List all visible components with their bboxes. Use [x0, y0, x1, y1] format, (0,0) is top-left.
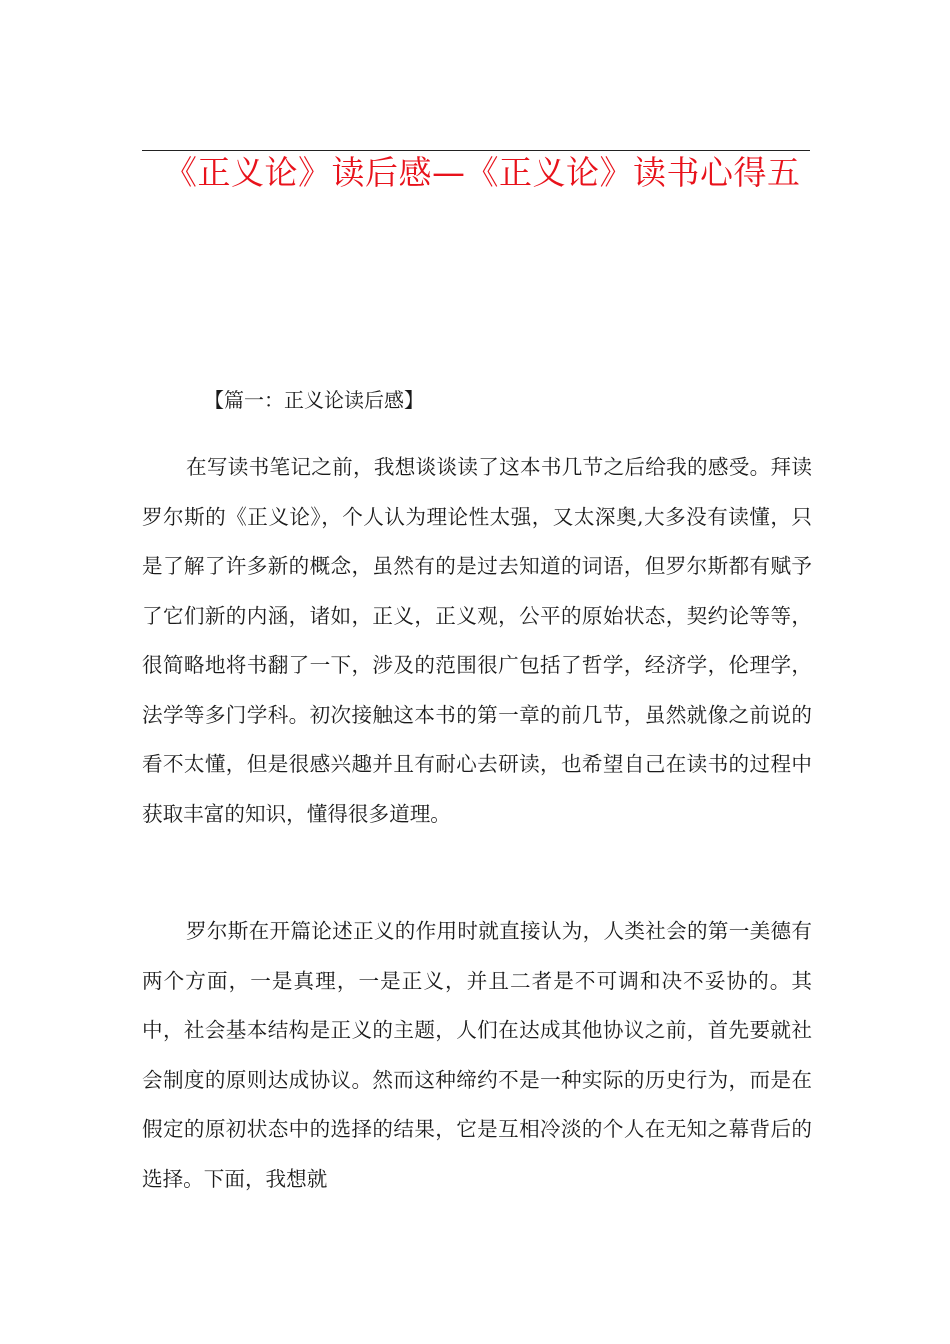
- body-paragraph-1: 在写读书笔记之前，我想谈谈读了这本书几节之后给我的感受。拜读罗尔斯的《正义论》，个人认为理论性太强，又太深奥,大多没有读懂，只是了解了许多新的概念，虽然有的是过去知道的词语，但罗尔斯都有赋予了它们新的内涵，诸如，正义，正义观，公平的原始状态，契约论等等，很简略地将书翻了一下，涉及的范围很广包括了哲学，经济学，伦理学，法学等多门学科。初次接触这本书的第一章的前几节，虽然就像之前说的看不太懂，但是很感兴趣并且有耐心去研读，也希望自己在读书的过程中获取丰富的知识，懂得很多道理。: [142, 455, 812, 826]
- section-heading: 【篇一：正义论读后感】: [204, 388, 424, 412]
- document-title: 《正义论》读后感—《正义论》读书心得五: [164, 153, 801, 192]
- body-paragraph-2: 罗尔斯在开篇论述正义的作用时就直接认为，人类社会的第一美德有两个方面，一是真理，一是正义，并且二者是不可调和决不妥协的。其中，社会基本结构是正义的主题，人们在达成其他协议之前，首先要就社会制度的原则达成协议。然而这种缔约不是一种实际的历史行为，而是在假定的原初状态中的选择的结果，它是互相冷淡的个人在无知之幕背后的选择。下面，我想就: [142, 919, 812, 1191]
